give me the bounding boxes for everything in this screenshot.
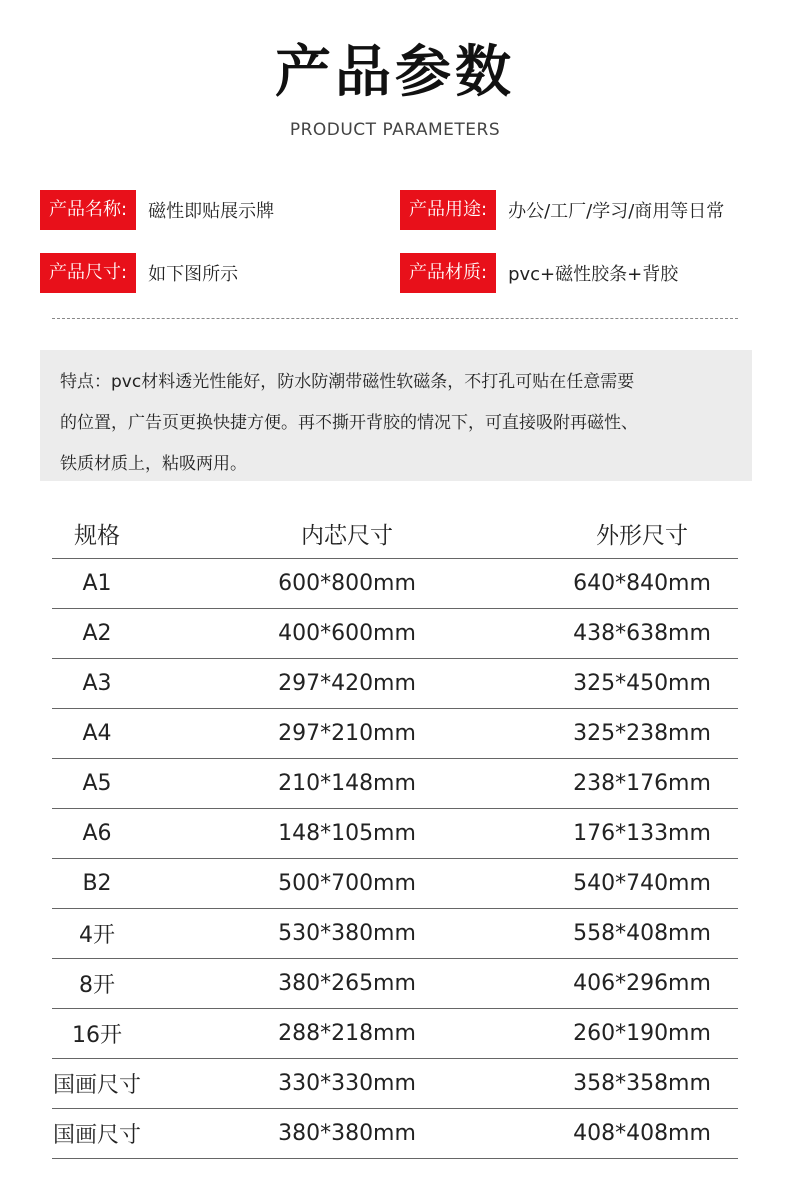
- param-label: 产品尺寸:: [40, 253, 136, 293]
- inner-size-cell: 330*330mm: [278, 1071, 416, 1096]
- outer-size-cell: 640*840mm: [573, 571, 711, 596]
- spec-cell: A1: [82, 571, 112, 596]
- page-subtitle: PRODUCT PARAMETERS: [289, 120, 501, 140]
- param-value: 如下图所示: [148, 264, 239, 285]
- outer-size-cell: 358*358mm: [573, 1071, 711, 1096]
- table-row: [52, 1109, 738, 1159]
- spec-cell: 16开: [72, 1023, 122, 1048]
- spec-cell: A2: [82, 621, 112, 646]
- inner-size-cell: 297*420mm: [278, 671, 416, 696]
- spec-cell: A4: [82, 721, 112, 746]
- table-row: [52, 909, 738, 959]
- inner-size-cell: 148*105mm: [278, 821, 416, 846]
- spec-cell: A3: [82, 671, 112, 696]
- param-product-name: [40, 190, 274, 230]
- spec-cell: 国画尺寸: [52, 1073, 141, 1098]
- table-row: [52, 609, 738, 659]
- spec-cell: 国画尺寸: [52, 1123, 141, 1148]
- param-label: 产品用途:: [400, 190, 496, 230]
- outer-size-cell: 540*740mm: [573, 871, 711, 896]
- outer-size-cell: 238*176mm: [573, 771, 711, 796]
- outer-size-cell: 176*133mm: [573, 821, 711, 846]
- inner-size-cell: 530*380mm: [278, 921, 416, 946]
- outer-size-cell: 325*450mm: [573, 671, 711, 696]
- outer-size-cell: 325*238mm: [573, 721, 711, 746]
- table-row: [52, 859, 738, 909]
- param-value: 磁性即贴展示牌: [148, 201, 275, 222]
- param-label: 产品材质:: [400, 253, 496, 293]
- size-table: [52, 508, 738, 1159]
- table-row: [52, 659, 738, 709]
- header-outer-size: 外形尺寸: [596, 522, 688, 549]
- table-row: [52, 559, 738, 609]
- table-row: [52, 1009, 738, 1059]
- header-spec: 规格: [74, 522, 120, 549]
- param-value: 办公/工厂/学习/商用等日常: [508, 201, 725, 222]
- outer-size-cell: 260*190mm: [573, 1021, 711, 1046]
- spec-cell: 8开: [79, 973, 115, 998]
- table-header-row: [52, 508, 738, 559]
- inner-size-cell: 500*700mm: [278, 871, 416, 896]
- param-value: pvc+磁性胶条+背胶: [508, 264, 679, 285]
- inner-size-cell: 210*148mm: [278, 771, 416, 796]
- inner-size-cell: 297*210mm: [278, 721, 416, 746]
- inner-size-cell: 380*380mm: [278, 1121, 416, 1146]
- feature-line: 铁质材质上，粘吸两用。: [60, 454, 247, 474]
- outer-size-cell: 558*408mm: [573, 921, 711, 946]
- param-product-usage: [400, 190, 724, 230]
- spec-cell: 4开: [79, 923, 115, 948]
- table-row: [52, 1059, 738, 1109]
- header-inner-size: 内芯尺寸: [301, 522, 393, 549]
- param-label: 产品名称:: [40, 190, 136, 230]
- page-title: 产品参数: [275, 40, 515, 105]
- dashed-divider: [52, 318, 738, 319]
- table-row: [52, 759, 738, 809]
- table-row: [52, 959, 738, 1009]
- param-product-size: [40, 253, 238, 293]
- param-product-material: [400, 253, 678, 293]
- spec-cell: A6: [82, 821, 112, 846]
- spec-cell: A5: [82, 771, 112, 796]
- outer-size-cell: 408*408mm: [573, 1121, 711, 1146]
- table-row: [52, 709, 738, 759]
- inner-size-cell: 400*600mm: [278, 621, 416, 646]
- inner-size-cell: 380*265mm: [278, 971, 416, 996]
- outer-size-cell: 438*638mm: [573, 621, 711, 646]
- features-box: [40, 350, 752, 481]
- inner-size-cell: 600*800mm: [278, 571, 416, 596]
- feature-line: 特点：pvc材料透光性能好，防水防潮带磁性软磁条，不打孔可贴在任意需要: [60, 372, 635, 392]
- outer-size-cell: 406*296mm: [573, 971, 711, 996]
- table-row: [52, 809, 738, 859]
- inner-size-cell: 288*218mm: [278, 1021, 416, 1046]
- spec-cell: B2: [82, 871, 112, 896]
- feature-line: 的位置，广告页更换快捷方便。再不撕开背胶的情况下，可直接吸附再磁性、: [60, 413, 638, 433]
